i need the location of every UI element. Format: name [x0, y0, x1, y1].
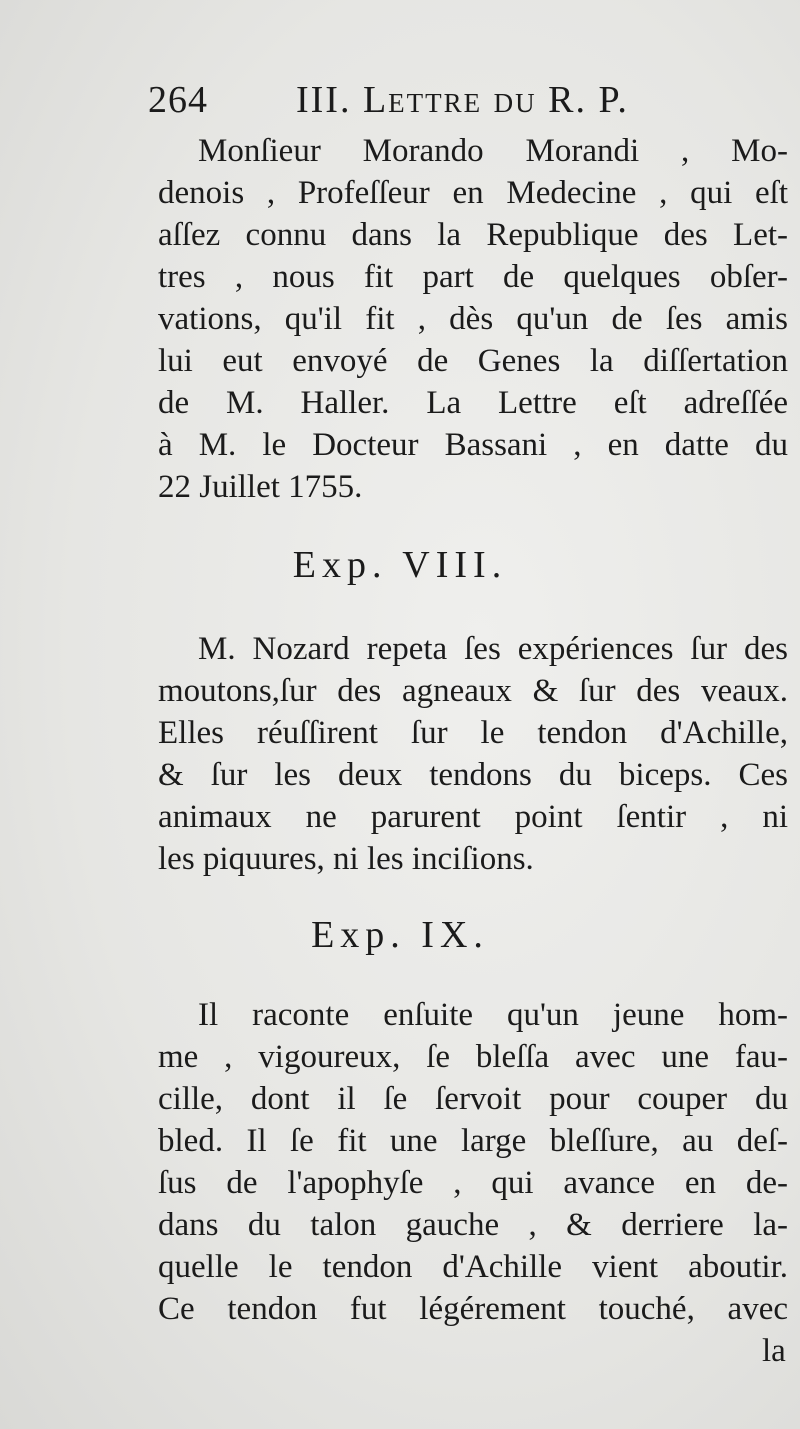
text-line: cille, dont il ſe ſervoit pour couper du	[158, 1081, 788, 1117]
section-heading: Exp. VIII.	[292, 544, 508, 586]
text-line: Il raconte enſuite qu'un jeune hom-	[198, 997, 788, 1033]
text-line: lui eut envoyé de Genes la diſſertation	[158, 343, 788, 379]
text-line: les piquures, ni les inciſions.	[158, 841, 534, 877]
running-header	[148, 78, 708, 128]
catchword: la	[762, 1333, 786, 1369]
section-heading: Exp. IX.	[311, 914, 489, 956]
text-line: Ce tendon fut légérement touché, avec	[158, 1291, 788, 1327]
text-line: denois , Profeſſeur en Medecine , qui eſt	[158, 175, 788, 211]
text-line: vations, qu'il fit , dès qu'un de ſes amis	[158, 301, 788, 337]
text-line: dans du talon gauche , & derriere la-	[158, 1207, 788, 1243]
text-line: aſſez connu dans la Republique des Let-	[158, 217, 788, 253]
text-line: M. Nozard repeta ſes expériences ſur des	[198, 631, 788, 667]
text-line: de M. Haller. La Lettre eſt adreſſée	[158, 385, 788, 421]
text-line: tres , nous fit part de quelques obſer-	[158, 259, 788, 295]
text-line: ſus de l'apophyſe , qui avance en de-	[158, 1165, 788, 1201]
text-line: me , vigoureux, ſe bleſſa avec une fau-	[158, 1039, 788, 1075]
text-line: bled. Il ſe fit une large bleſſure, au deſ-	[158, 1123, 788, 1159]
text-line: à M. le Docteur Bassani , en datte du	[158, 427, 788, 463]
text-line: & ſur les deux tendons du biceps. Ces	[158, 757, 788, 793]
page-number: 264	[148, 79, 208, 121]
text-line: moutons,ſur des agneaux & ſur des veaux.	[158, 673, 788, 709]
text-line: quelle le tendon d'Achille vient aboutir.	[158, 1249, 788, 1285]
text-line: animaux ne parurent point ſentir , ni	[158, 799, 788, 835]
running-title: III. Lettre du R. P.	[296, 79, 629, 121]
text-line: Elles réuſſirent ſur le tendon d'Achille,	[158, 715, 788, 751]
text-line: Monſieur Morando Morandi , Mo-	[198, 133, 788, 169]
text-line: 22 Juillet 1755.	[158, 469, 363, 505]
